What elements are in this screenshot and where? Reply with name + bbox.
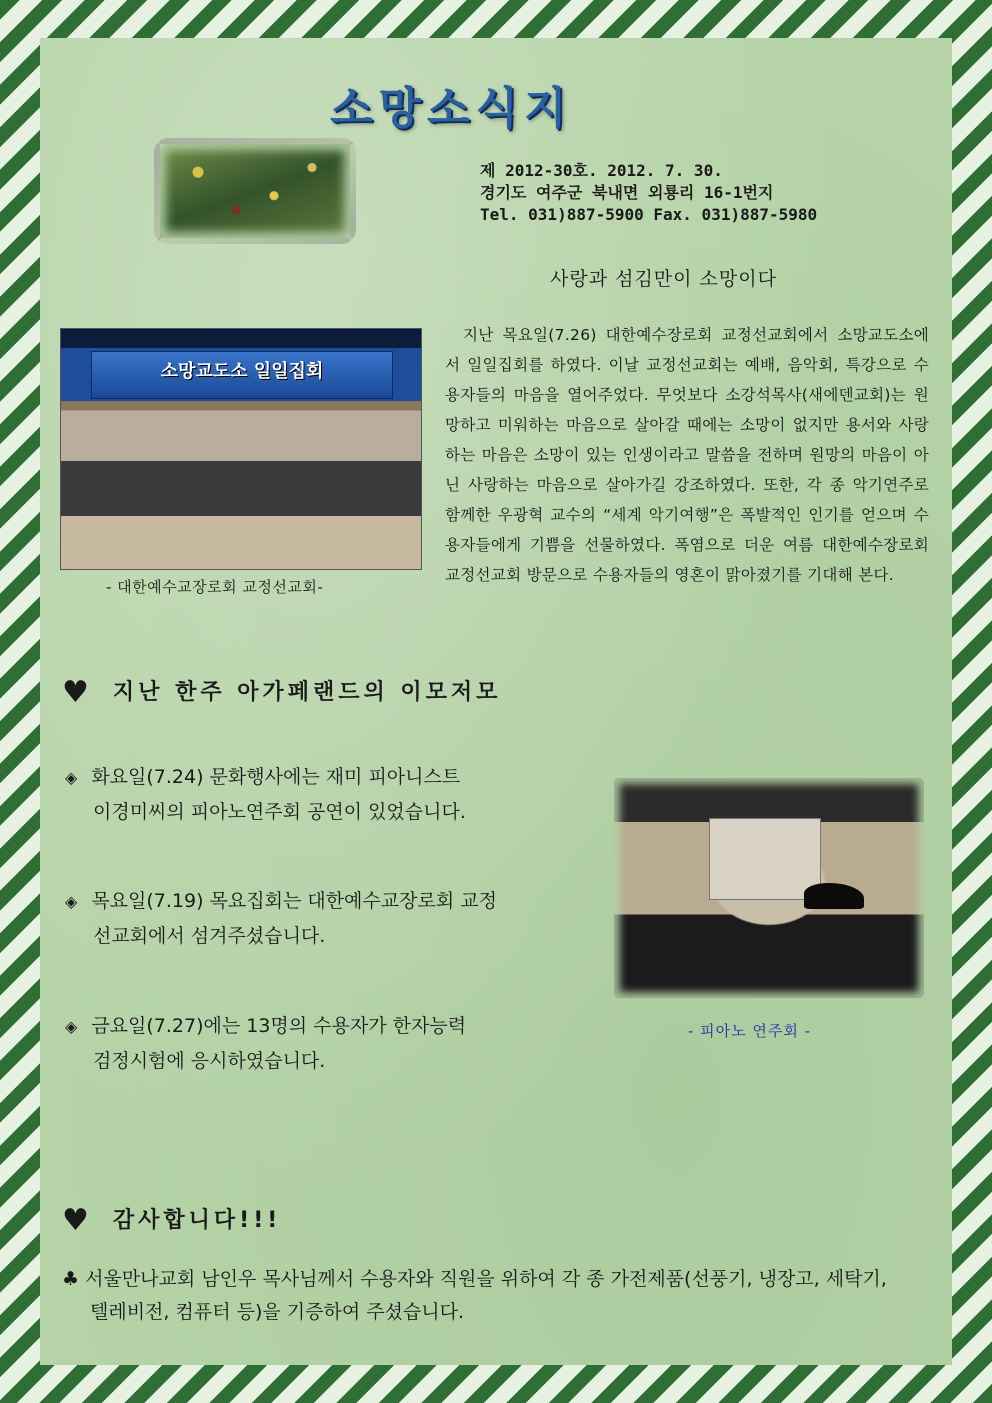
thanks-heading-text: 감사합니다!!!	[112, 1208, 282, 1233]
issue-number: 제 2012-30호. 2012. 7. 30.	[480, 161, 723, 180]
thanks-section-heading	[62, 1203, 281, 1238]
item-line2: 선교회에서 섬겨주셨습니다.	[93, 925, 326, 947]
newsletter-title: 소망소식지	[330, 83, 573, 134]
group-photo-caption: - 대한예수교장로회 교정선교회-	[106, 578, 324, 596]
item-line2: 검정시험에 응시하였습니다.	[93, 1050, 326, 1072]
piano-photo-caption: - 피아노 연주회 -	[688, 1022, 812, 1040]
thanks-line2: 텔레비전, 컴퓨터 등)을 기증하여 주셨습니다.	[90, 1301, 465, 1323]
week-heading-text: 지난 한주 아가페랜드의 이모저모	[112, 680, 502, 705]
diamond-bullet-icon: ◈	[65, 768, 78, 787]
diamond-bullet-icon: ◈	[65, 892, 78, 911]
week-section-heading	[62, 675, 501, 710]
contact: Tel. 031)887-5900 Fax. 031)887-5980	[480, 205, 818, 224]
grand-piano	[804, 883, 864, 909]
flower-photo	[154, 138, 356, 244]
item-line2: 이경미씨의 피아노연주회 공연이 있었습니다.	[93, 801, 466, 823]
item-line1: 목요일(7.19) 목요집회는 대한예수교장로회 교정	[91, 890, 497, 912]
photo-banner: 소망교도소 일일집회	[91, 351, 393, 399]
heart-icon: ♥	[62, 1203, 93, 1238]
article-body: 지난 목요일(7.26) 대한예수장로회 교정선교회에서 소망교도소에서 일일집회를 하였다. 이날 교정선교회는 예배, 음악회, 특강으로 수용자들의 마음을 열어주었다. 무엇보다 소강석목사(새에덴교회)는 원망하고 미워하는 마음으로 살아갈 때에는 소망이 없지만 용서와 사랑하는 마음은 소망이 있는 인생이라고 말씀을 전하며 원망의 마음이 아닌 사랑하는 마음으로 살아가길 강조하였다. 또한, 각 종 악기연주로 함께한 우광혁 교수의 “세계 악기여행”은 폭발적인 인기를 얻으며 수용자들에게 기쁨을 선물하였다. 폭염으로 더운 여름 대한예수장로회 교정선교회 방문으로 수용자들의 영혼이 맑아졌기를 기대해 본다.	[445, 326, 929, 584]
club-icon: ♣	[62, 1268, 80, 1290]
piano-concert-photo	[614, 778, 924, 998]
item-line1: 화요일(7.24) 문화행사에는 재미 피아니스트	[91, 766, 461, 788]
list-item	[65, 760, 585, 829]
list-item	[65, 1009, 535, 1078]
address: 경기도 여주군 북내면 외룡리 16-1번지	[480, 183, 774, 202]
thanks-line1: 서울만나교회 남인우 목사님께서 수용자와 직원을 위하여 각 종 가전제품(선풍기, 냉장고, 세탁기,	[85, 1268, 887, 1290]
diamond-bullet-icon: ◈	[65, 1017, 78, 1036]
thanks-text	[62, 1263, 942, 1329]
newsletter-page	[40, 38, 952, 1365]
issue-info	[480, 160, 817, 226]
item-line1: 금요일(7.27)에는 13명의 수용자가 한자능력	[91, 1015, 467, 1037]
list-item	[65, 884, 565, 953]
stage-screen	[709, 818, 821, 900]
article-title: 사랑과 섬김만이 소망이다	[550, 268, 777, 290]
heart-icon: ♥	[62, 675, 93, 710]
group-photo	[60, 328, 422, 570]
